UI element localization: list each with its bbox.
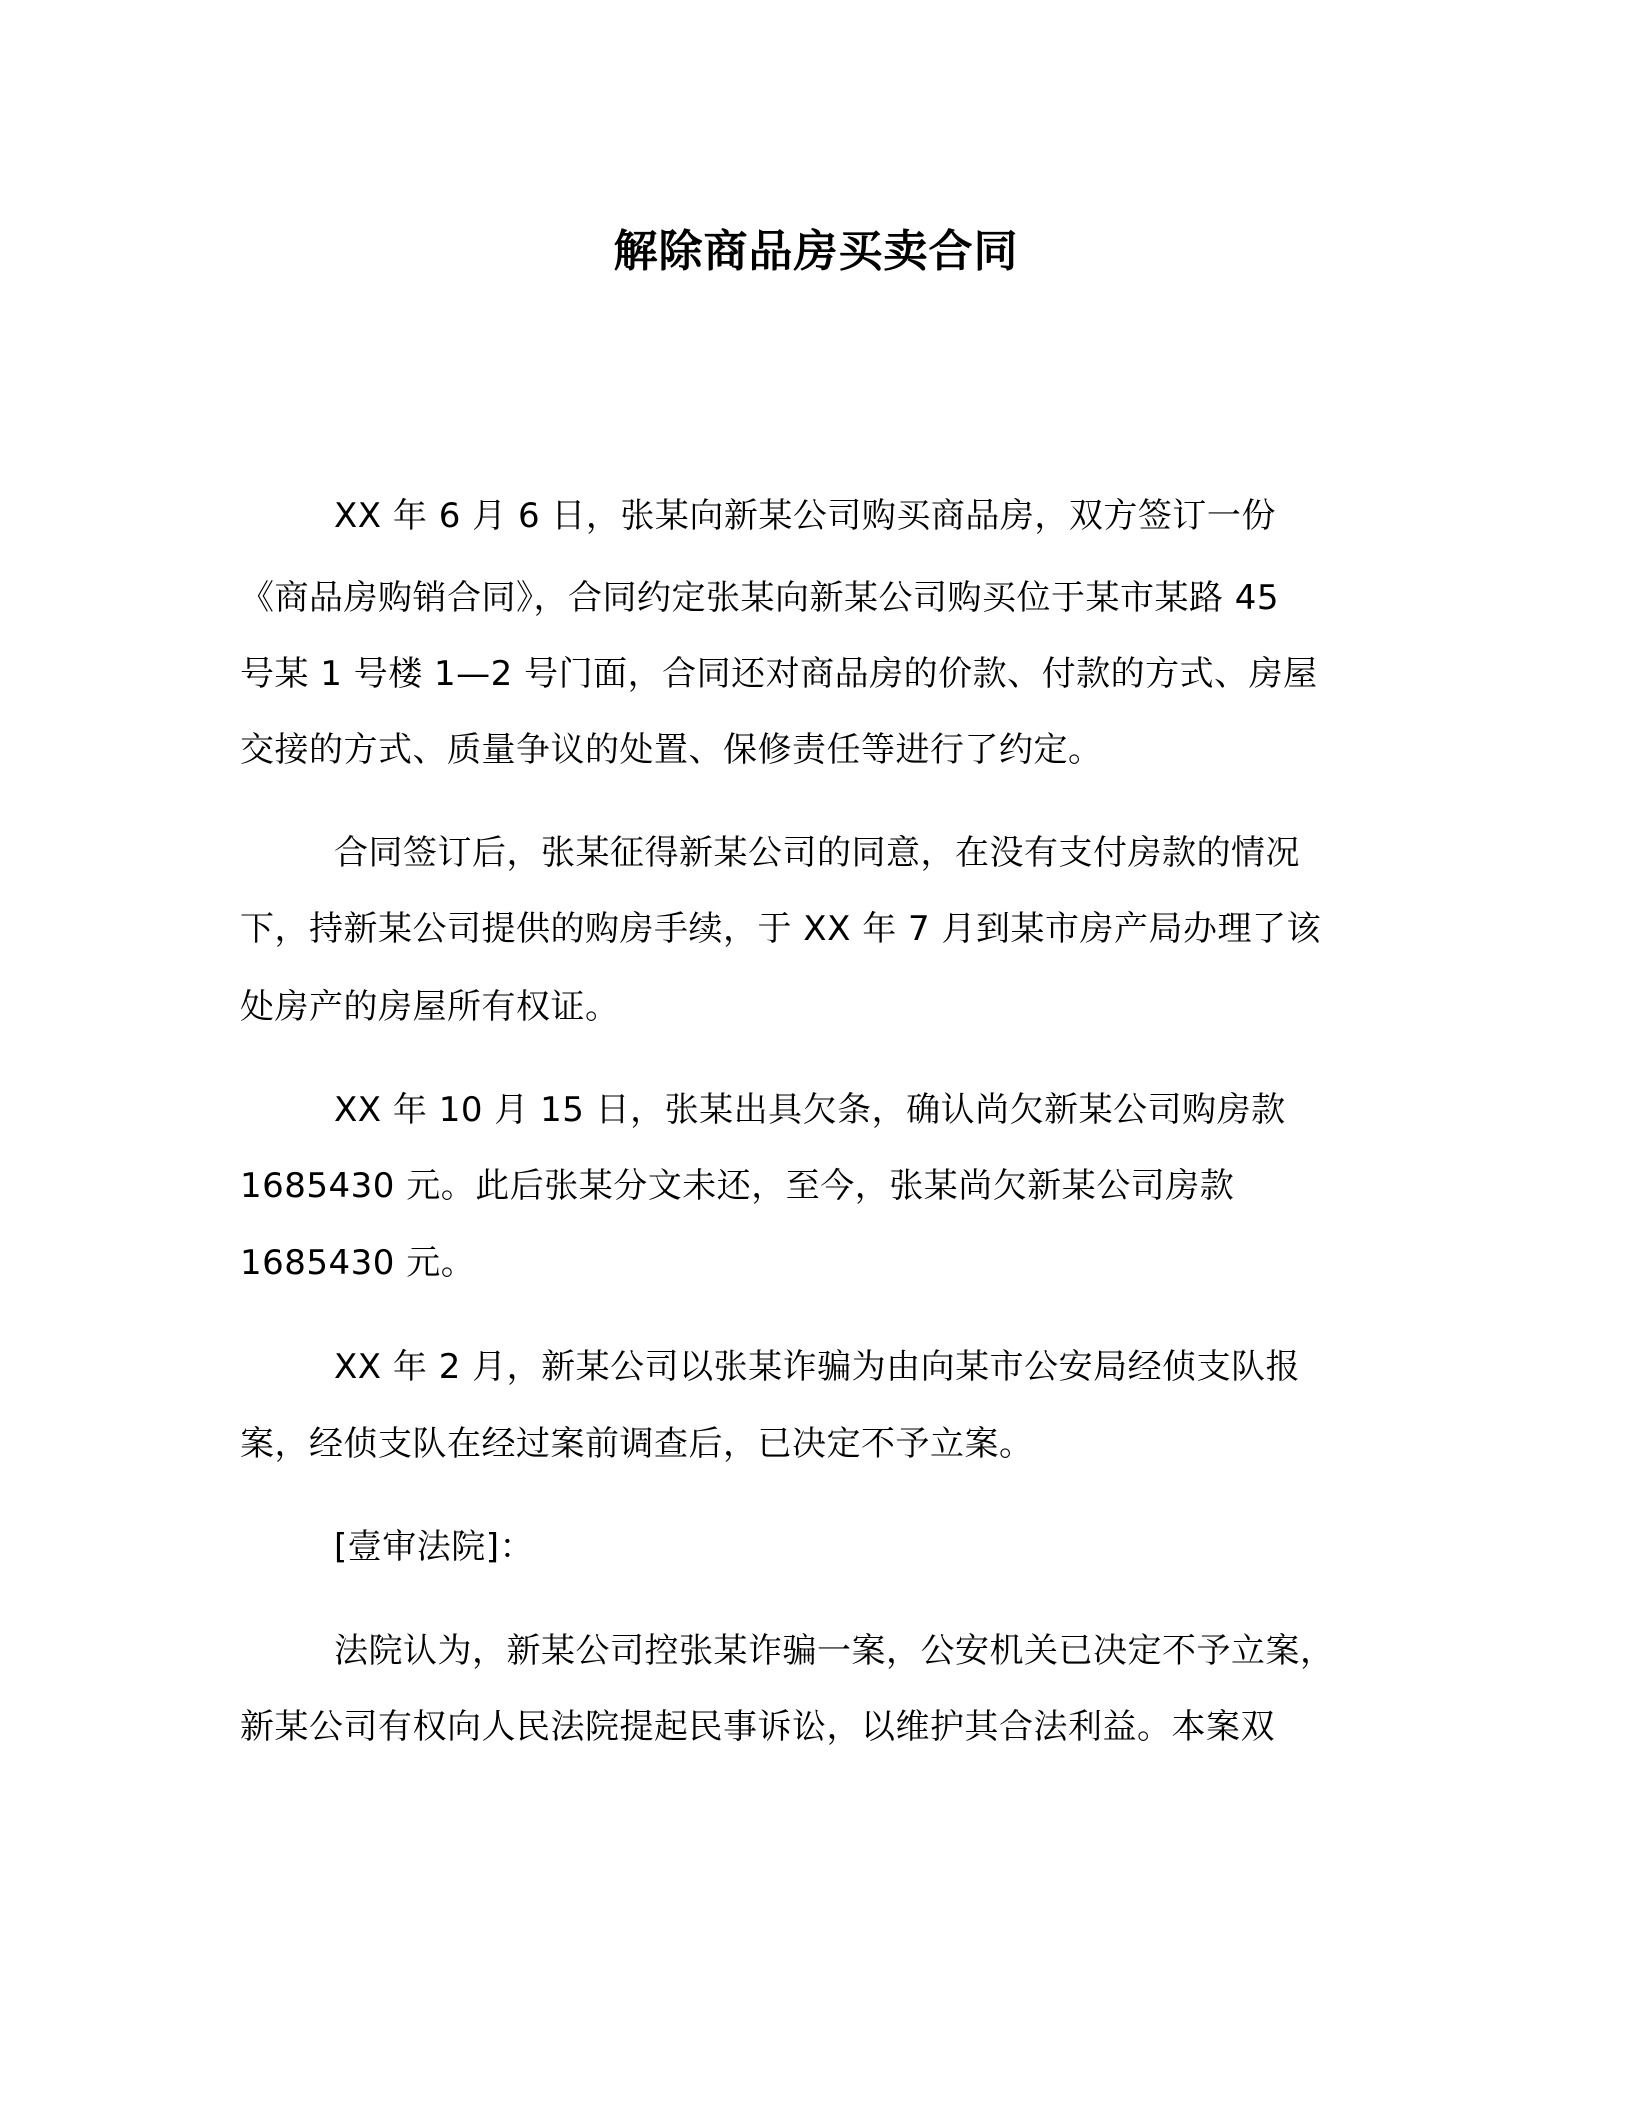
document-title: 解除商品房买卖合同: [613, 226, 1019, 277]
paragraph-2-line-2: 下，持新某公司提供的购房手续，于 XX 年 7 月到某市房产局办理了该: [240, 909, 1321, 949]
paragraph-1-line-3: 号某 1 号楼 1—2 号门面，合同还对商品房的价款、付款的方式、房屋: [240, 654, 1318, 694]
paragraph-1-line-1: XX 年 6 月 6 日，张某向新某公司购买商品房，双方签订一份: [334, 496, 1276, 536]
paragraph-6-line-2: 新某公司有权向人民法院提起民事诉讼，以维护其合法利益。本案双: [240, 1707, 1275, 1747]
paragraph-3-line-1: XX 年 10 月 15 日，张某出具欠条，确认尚欠新某公司购房款: [334, 1090, 1286, 1130]
paragraph-6-line-1: 法院认为，新某公司控张某诈骗一案，公安机关已决定不予立案，: [334, 1631, 1335, 1671]
paragraph-4-line-2: 案，经侦支队在经过案前调查后，已决定不予立案。: [240, 1424, 1034, 1464]
section-heading-first-instance-court: [壹审法院]：: [334, 1527, 535, 1567]
paragraph-4-line-1: XX 年 2 月，新某公司以张某诈骗为由向某市公安局经侦支队报: [334, 1347, 1301, 1387]
paragraph-3-line-2: 1685430 元。此后张某分文未还，至今，张某尚欠新某公司房款: [240, 1166, 1235, 1206]
paragraph-1-line-4: 交接的方式、质量争议的处置、保修责任等进行了约定。: [240, 730, 1103, 770]
paragraph-2-line-3: 处房产的房屋所有权证。: [240, 987, 620, 1027]
paragraph-1-line-2: 《商品房购销合同》，合同约定张某向新某公司购买位于某市某路 45: [240, 578, 1280, 618]
paragraph-3-line-3: 1685430 元。: [240, 1243, 476, 1283]
paragraph-2-line-1: 合同签订后，张某征得新某公司的同意，在没有支付房款的情况: [334, 833, 1300, 873]
